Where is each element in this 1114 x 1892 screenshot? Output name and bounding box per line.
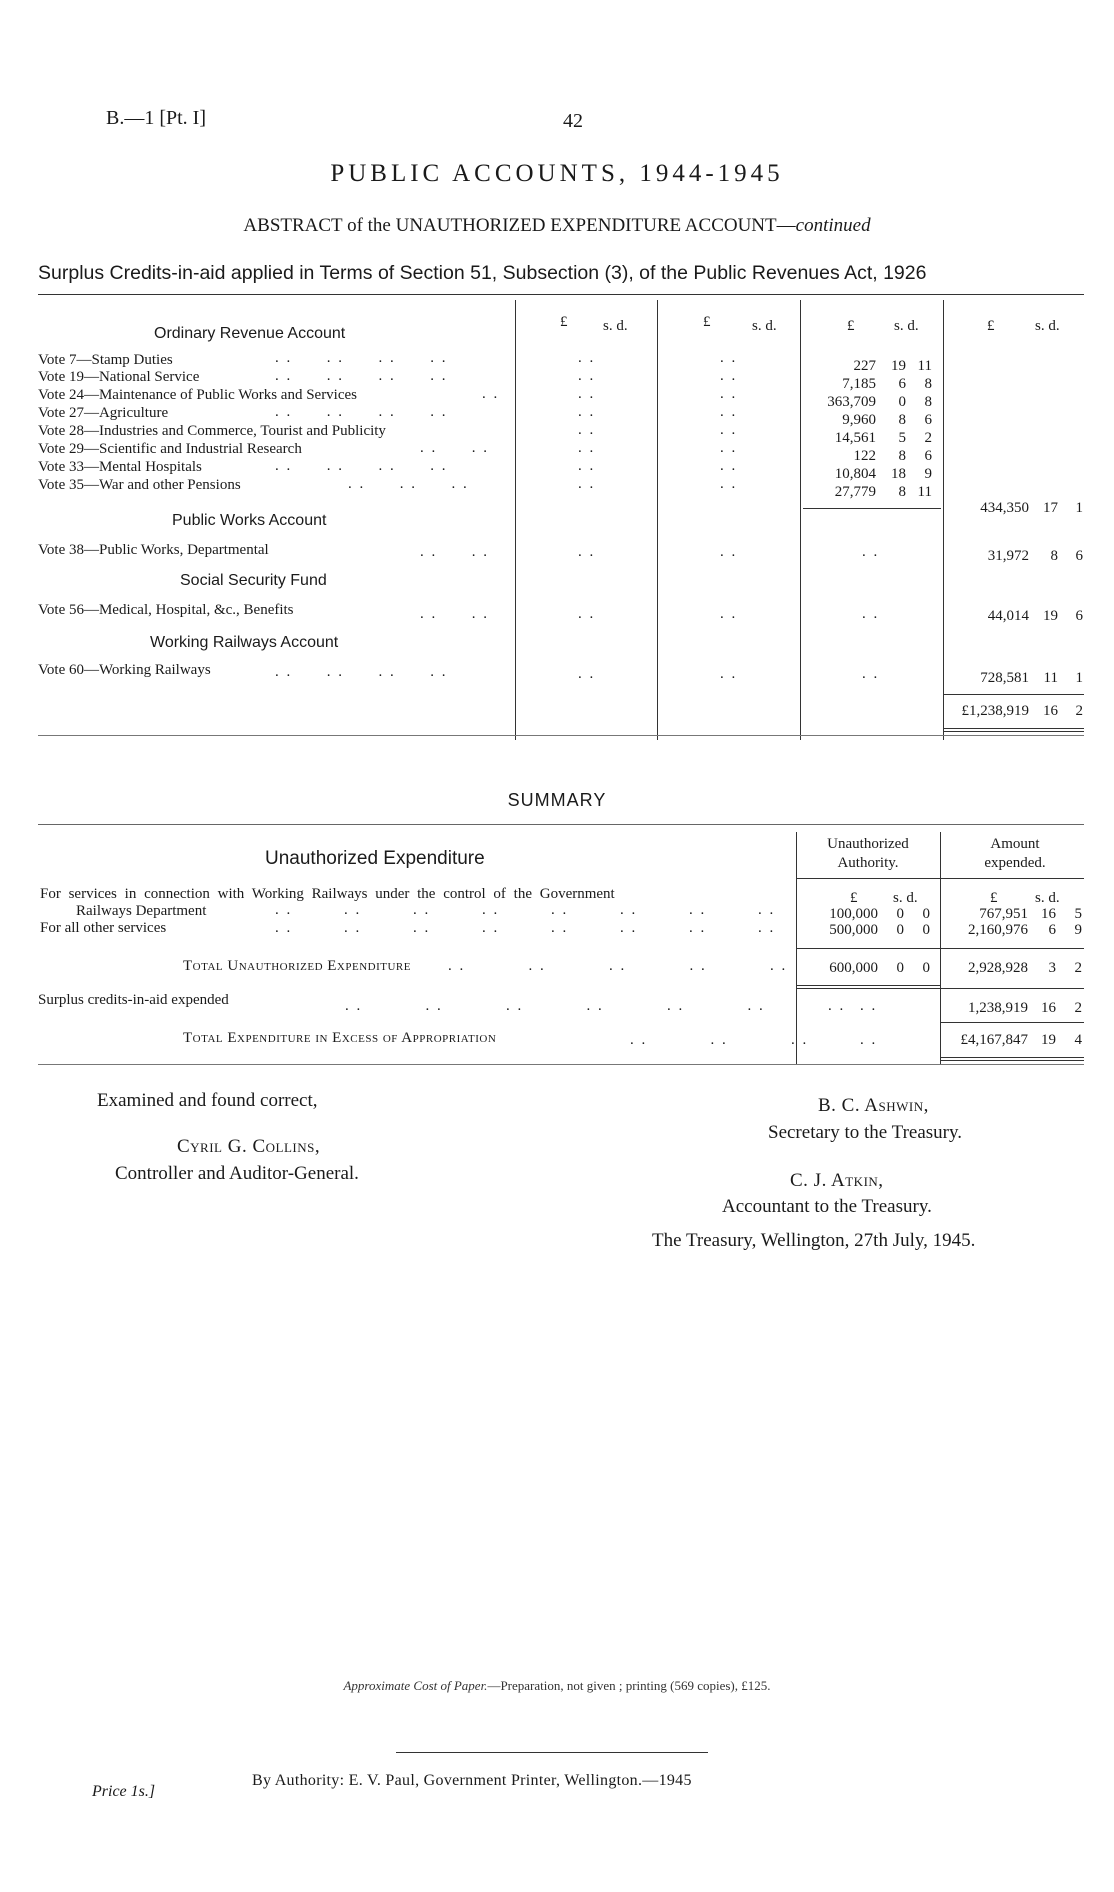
grand-total-shillings: 16: [1043, 703, 1058, 719]
leader-dots: . .: [720, 386, 738, 402]
leader-dots: . . . . . . . .: [275, 664, 448, 680]
secretary-name: B. C. Ashwin,: [818, 1095, 929, 1116]
leader-dots: . .: [720, 544, 738, 560]
amount-pence: 2: [924, 430, 932, 446]
row-label: Vote 27—Agriculture: [38, 405, 169, 421]
ordinary-revenue-heading: Ordinary Revenue Account: [154, 325, 346, 342]
exp-pence: 5: [1074, 906, 1082, 922]
row-label: Vote 29—Scientific and Industrial Research: [38, 441, 302, 457]
amount-pounds: 7,185: [842, 376, 876, 392]
secretary-title: Secretary to the Treasury.: [768, 1122, 962, 1143]
amount-pounds: 227: [853, 358, 876, 374]
leader-dots: . .: [720, 476, 738, 492]
footer-rule: [396, 1752, 708, 1753]
amount-pounds: 27,779: [834, 484, 876, 500]
col-header-sd: s. d.: [603, 318, 628, 334]
auth-shillings: 0: [896, 906, 904, 922]
leader-dots: . .: [862, 666, 880, 682]
auth-shillings: 0: [896, 922, 904, 938]
summary-title: SUMMARY: [507, 790, 607, 810]
summary-header-rule: [796, 878, 1084, 879]
exp-pence: 4: [1074, 1032, 1082, 1048]
leader-dots: . . . . . . . .: [275, 350, 448, 366]
leader-dots: . . . . . .: [348, 476, 469, 492]
leader-dots: . . . . . . . . . . . . . . . .: [275, 920, 776, 936]
exp-pence: 2: [1074, 960, 1082, 976]
exp-shillings: 3: [1048, 960, 1056, 976]
leader-dots: . .: [578, 368, 596, 384]
amount-pence: 6: [1075, 548, 1083, 564]
row-label: Vote 56—Medical, Hospital, &c., Benefits: [38, 602, 294, 618]
grand-total-double-rule: [943, 728, 1084, 729]
amount-pence: 6: [1075, 608, 1083, 624]
amount-pounds: 31,972: [987, 548, 1029, 564]
cost-of-paper-label: Approximate Cost of Paper.: [343, 1678, 488, 1693]
grand-total-rule: [943, 694, 1084, 695]
leader-dots: . . . . . . . .: [275, 404, 448, 420]
amount-pence: 1: [1075, 670, 1083, 686]
ordinary-total-pounds: 434,350: [980, 500, 1029, 516]
subtitle-continued: continued: [795, 215, 871, 236]
page-title: PUBLIC ACCOUNTS, 1944-1945: [330, 160, 784, 187]
summary-double-rule: [940, 1057, 1084, 1058]
subtotal-rule: [803, 508, 941, 509]
accountant-title: Accountant to the Treasury.: [722, 1196, 932, 1217]
amount-pounds: 363,709: [827, 394, 876, 410]
cost-of-paper-note: [0, 1678, 1114, 1694]
leader-dots: . .: [720, 606, 738, 622]
amount-pounds: 10,804: [834, 466, 876, 482]
leader-dots: . .: [720, 458, 738, 474]
summary-top-rule: [38, 824, 1084, 825]
amount-pounds: 728,581: [980, 670, 1029, 686]
amount-shillings: 18: [891, 466, 906, 482]
table-top-rule: [38, 294, 1084, 295]
exp-pounds: 1,238,919: [968, 1000, 1028, 1016]
place-date: The Treasury, Wellington, 27th July, 1945.: [652, 1230, 976, 1251]
row-label: Vote 60—Working Railways: [38, 662, 211, 678]
leader-dots: . .: [720, 350, 738, 366]
row-label: For all other services: [40, 920, 167, 936]
exp-pence: 9: [1074, 922, 1082, 938]
exp-shillings: 6: [1048, 922, 1056, 938]
leader-dots: . .: [578, 440, 596, 456]
leader-dots: . .: [578, 458, 596, 474]
ordinary-total-pence: 1: [1075, 500, 1083, 516]
amount-shillings: 0: [898, 394, 906, 410]
exp-currency-sd: s. d.: [1035, 890, 1060, 906]
row-label: Vote 7—Stamp Duties: [38, 352, 173, 368]
summary-bottom-rule: [38, 1064, 1084, 1065]
subtitle-main: ABSTRACT of the UNAUTHORIZED EXPENDITURE ACCOUNT—: [243, 215, 796, 236]
exp-pounds: £4,167,847: [960, 1032, 1028, 1048]
auth-currency-pound: £: [850, 890, 858, 906]
col-header-sd: s. d.: [1035, 318, 1060, 334]
exp-pence: 2: [1074, 1000, 1082, 1016]
leader-dots: . .: [578, 386, 596, 402]
examined-statement: Examined and found correct,: [97, 1090, 318, 1111]
col-divider: [515, 300, 516, 740]
row-label: Vote 35—War and other Pensions: [38, 477, 241, 493]
col-header-pound: £: [987, 318, 995, 334]
leader-dots: . .: [720, 404, 738, 420]
amount-pounds: 14,561: [834, 430, 876, 446]
ordinary-total-shillings: 17: [1043, 500, 1058, 516]
row-label: Total Expenditure in Excess of Appropriation: [183, 1030, 497, 1046]
auditor-title: Controller and Auditor-General.: [115, 1163, 359, 1184]
exp-shillings: 16: [1041, 1000, 1056, 1016]
leader-dots: . . . . . . . . . . . . . . . .: [275, 902, 776, 918]
row-label: For services in connection with Working Railways under the control of the Government: [40, 886, 615, 902]
amount-pence: 8: [924, 376, 932, 392]
grand-total-double-rule: [943, 731, 1084, 732]
leader-dots: . .: [578, 404, 596, 420]
abstract-subtitle: [0, 215, 1114, 237]
amount-shillings: 8: [898, 448, 906, 464]
auth-pounds: 500,000: [829, 922, 878, 938]
row-label: Vote 19—National Service: [38, 369, 200, 385]
auth-currency-sd: s. d.: [893, 890, 918, 906]
leader-dots: . . . . . . . . . .: [448, 958, 788, 974]
leader-dots: . .: [720, 666, 738, 682]
leader-dots: . .: [482, 386, 500, 402]
row-label: Vote 38—Public Works, Departmental: [38, 542, 269, 558]
row-label: Total Unauthorized Expenditure: [183, 958, 411, 974]
summary-col-expended: Amount expended.: [984, 836, 1046, 871]
row-label: Vote 33—Mental Hospitals: [38, 459, 202, 475]
col-header-pound: £: [560, 314, 568, 330]
amount-shillings: 5: [898, 430, 906, 446]
leader-dots: . . . . . . . . . . . . . .: [345, 998, 846, 1014]
exp-shillings: 16: [1041, 906, 1056, 922]
exp-shillings: 19: [1041, 1032, 1056, 1048]
amount-shillings: 19: [891, 358, 906, 374]
leader-dots: . .: [578, 666, 596, 682]
leader-dots: . .: [578, 606, 596, 622]
leader-dots: . . . .: [420, 606, 489, 622]
exp-pounds: 2,928,928: [968, 960, 1028, 976]
amount-shillings: 8: [898, 484, 906, 500]
leader-dots: . . . . . . . .: [275, 368, 448, 384]
amount-pounds: 44,014: [987, 608, 1029, 624]
leader-dots: . .: [862, 544, 880, 560]
exp-currency-pound: £: [990, 890, 998, 906]
amount-pence: 9: [924, 466, 932, 482]
auth-pence: 0: [922, 960, 930, 976]
accountant-name: C. J. Atkin,: [790, 1170, 884, 1191]
summary-col-heading: Unauthorized Expenditure: [265, 848, 485, 869]
leader-dots: . . . .: [420, 440, 489, 456]
cost-of-paper-text: —Preparation, not given ; printing (569 copies), £125.: [487, 1678, 771, 1693]
leader-dots: . .: [862, 606, 880, 622]
col-divider: [657, 300, 658, 740]
summary-double-rule: [940, 1060, 1084, 1061]
row-label: Vote 24—Maintenance of Public Works and Services: [38, 387, 358, 403]
auth-pounds: 100,000: [829, 906, 878, 922]
leader-dots: . .: [578, 544, 596, 560]
leader-dots: . .: [860, 1032, 878, 1048]
report-reference: B.—1 [Pt. I]: [106, 107, 206, 129]
section-heading: Surplus Credits-in-aid applied in Terms of Section 51, Subsection (3), of the Public Revenues Act, 1926: [38, 262, 927, 284]
leader-dots: . .: [578, 476, 596, 492]
printer-authority: By Authority: E. V. Paul, Government Printer, Wellington.—1945: [252, 1772, 692, 1789]
amount-pounds: 122: [853, 448, 876, 464]
col-header-sd: s. d.: [894, 318, 919, 334]
leader-dots: . .: [720, 422, 738, 438]
summary-double-rule: [796, 988, 940, 989]
auth-shillings: 0: [896, 960, 904, 976]
exp-pounds: 767,951: [979, 906, 1028, 922]
col-header-pound: £: [703, 314, 711, 330]
row-label: Vote 28—Industries and Commerce, Tourist and Publicity: [38, 423, 386, 439]
auditor-name: Cyril G. Collins,: [177, 1136, 321, 1157]
row-label: Surplus credits-in-aid expended: [38, 992, 229, 1008]
leader-dots: . .: [860, 998, 878, 1014]
amount-pence: 6: [924, 448, 932, 464]
auth-pence: 0: [922, 922, 930, 938]
leader-dots: . .: [720, 440, 738, 456]
summary-double-rule: [796, 985, 940, 986]
summary-exp-rule: [940, 1022, 1084, 1023]
working-railways-heading: Working Railways Account: [150, 634, 339, 651]
amount-shillings: 6: [898, 376, 906, 392]
leader-dots: . . . . . .: [630, 1032, 809, 1048]
amount-pence: 11: [917, 484, 932, 500]
summary-subtotal-rule: [796, 948, 1084, 949]
leader-dots: . .: [578, 422, 596, 438]
social-security-heading: Social Security Fund: [180, 572, 327, 589]
amount-shillings: 19: [1043, 608, 1058, 624]
amount-pounds: 9,960: [842, 412, 876, 428]
exp-pounds: 2,160,976: [968, 922, 1028, 938]
leader-dots: . . . .: [420, 544, 489, 560]
amount-pence: 11: [917, 358, 932, 374]
grand-total-pounds: £1,238,919: [961, 703, 1029, 719]
auth-pence: 0: [922, 906, 930, 922]
grand-total-pence: 2: [1075, 703, 1083, 719]
col-header-sd: s. d.: [752, 318, 777, 334]
amount-shillings: 8: [898, 412, 906, 428]
row-label-continued: Railways Department: [76, 903, 207, 919]
leader-dots: . .: [720, 368, 738, 384]
price: Price 1s.]: [92, 1783, 156, 1800]
leader-dots: . . . . . . . .: [275, 458, 448, 474]
amount-pence: 8: [924, 394, 932, 410]
table-bottom-rule: [38, 735, 1084, 736]
summary-col-authority: Unauthorized Authority.: [827, 836, 909, 871]
public-works-heading: Public Works Account: [172, 512, 327, 529]
summary-exp-rule: [940, 988, 1084, 989]
auth-pounds: 600,000: [829, 960, 878, 976]
col-header-pound: £: [847, 318, 855, 334]
amount-shillings: 11: [1043, 670, 1058, 686]
page-number: 42: [563, 110, 583, 132]
leader-dots: . .: [578, 350, 596, 366]
amount-shillings: 8: [1050, 548, 1058, 564]
amount-pence: 6: [924, 412, 932, 428]
